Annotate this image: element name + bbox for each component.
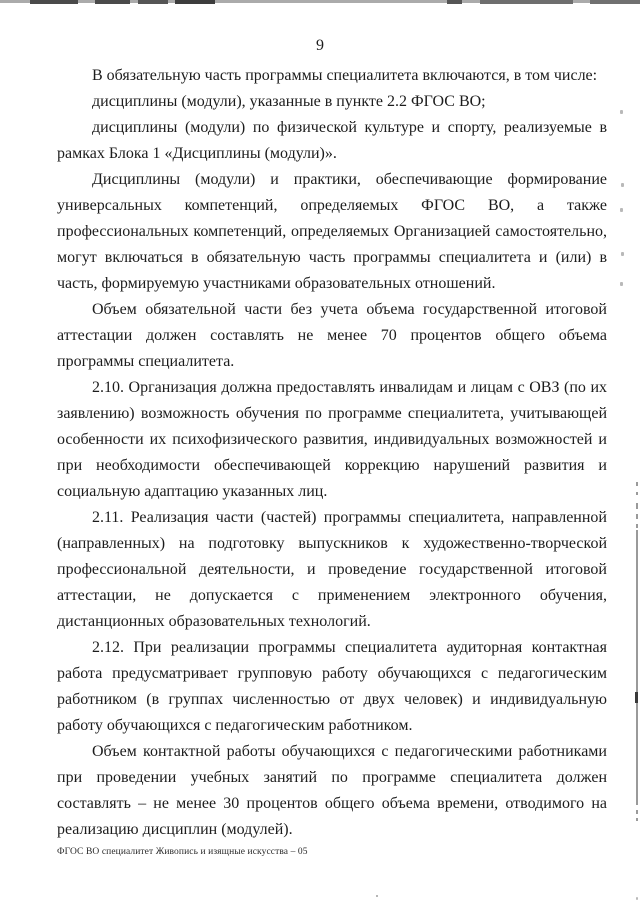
scan-artifact-top-edge xyxy=(0,0,640,4)
paragraph: дисциплины (модули), указанные в пункте 2.2 ФГОС ВО; xyxy=(92,93,486,110)
paragraph: дисциплины (модули) по физической культуре и спорту, реализуемые в рамках Блока 1 «Дисциплины (модули)». xyxy=(57,119,607,162)
page-number: 9 xyxy=(316,37,324,54)
paragraph: Дисциплины (модули) и практики, обеспечивающие формирование универсальных компетенций, определяемых ФГОС ВО, а также профессиональных компетенций, определяемых Организацией самостоятельно, могут включаться в обязательную часть программы специалитета и (или) в часть, формируемую участниками образовательных отношений. xyxy=(57,171,607,292)
paragraph: В обязательную часть программы специалитета включаются, в том числе: xyxy=(92,67,598,84)
paragraph: Объем контактной работы обучающихся с педагогическими работниками при проведении учебных занятий по программе специалитета должен составлять – не менее 30 процентов общего объема времени, отводимого на реализацию дисциплин (модулей). xyxy=(57,743,607,838)
footer-note: ФГОС ВО специалитет Живопись и изящные искусства – 05 xyxy=(57,847,308,857)
paragraph: 2.10. Организация должна предоставлять инвалидам и лицам с ОВЗ (по их заявлению) возможность обучения по программе специалитета, учитывающей особенности их психофизического развития, индивидуальных возможностей и при необходимости обеспечивающей коррекцию нарушений развития и социальную адаптацию указанных лиц. xyxy=(57,379,607,500)
paragraph: 2.12. При реализации программы специалитета аудиторная контактная работа предусматривает групповую работу обучающихся с педагогическим работником (в группах численностью от двух человек) и индивидуальную работу обучающихся с педагогическим работником. xyxy=(57,639,607,734)
document-body xyxy=(57,63,607,843)
paragraph: Объем обязательной части без учета объема государственной итоговой аттестации должен составлять не менее 70 процентов общего объема программы специалитета. xyxy=(57,301,607,370)
paragraph: 2.11. Реализация части (частей) программы специалитета, направленной (направленных) на подготовку выпускников к художественно-творческой профессиональной деятельности, и проведение государственной итоговой аттестации, не допускается с применением электронного обучения, дистанционных образовательных технологий. xyxy=(57,509,607,630)
